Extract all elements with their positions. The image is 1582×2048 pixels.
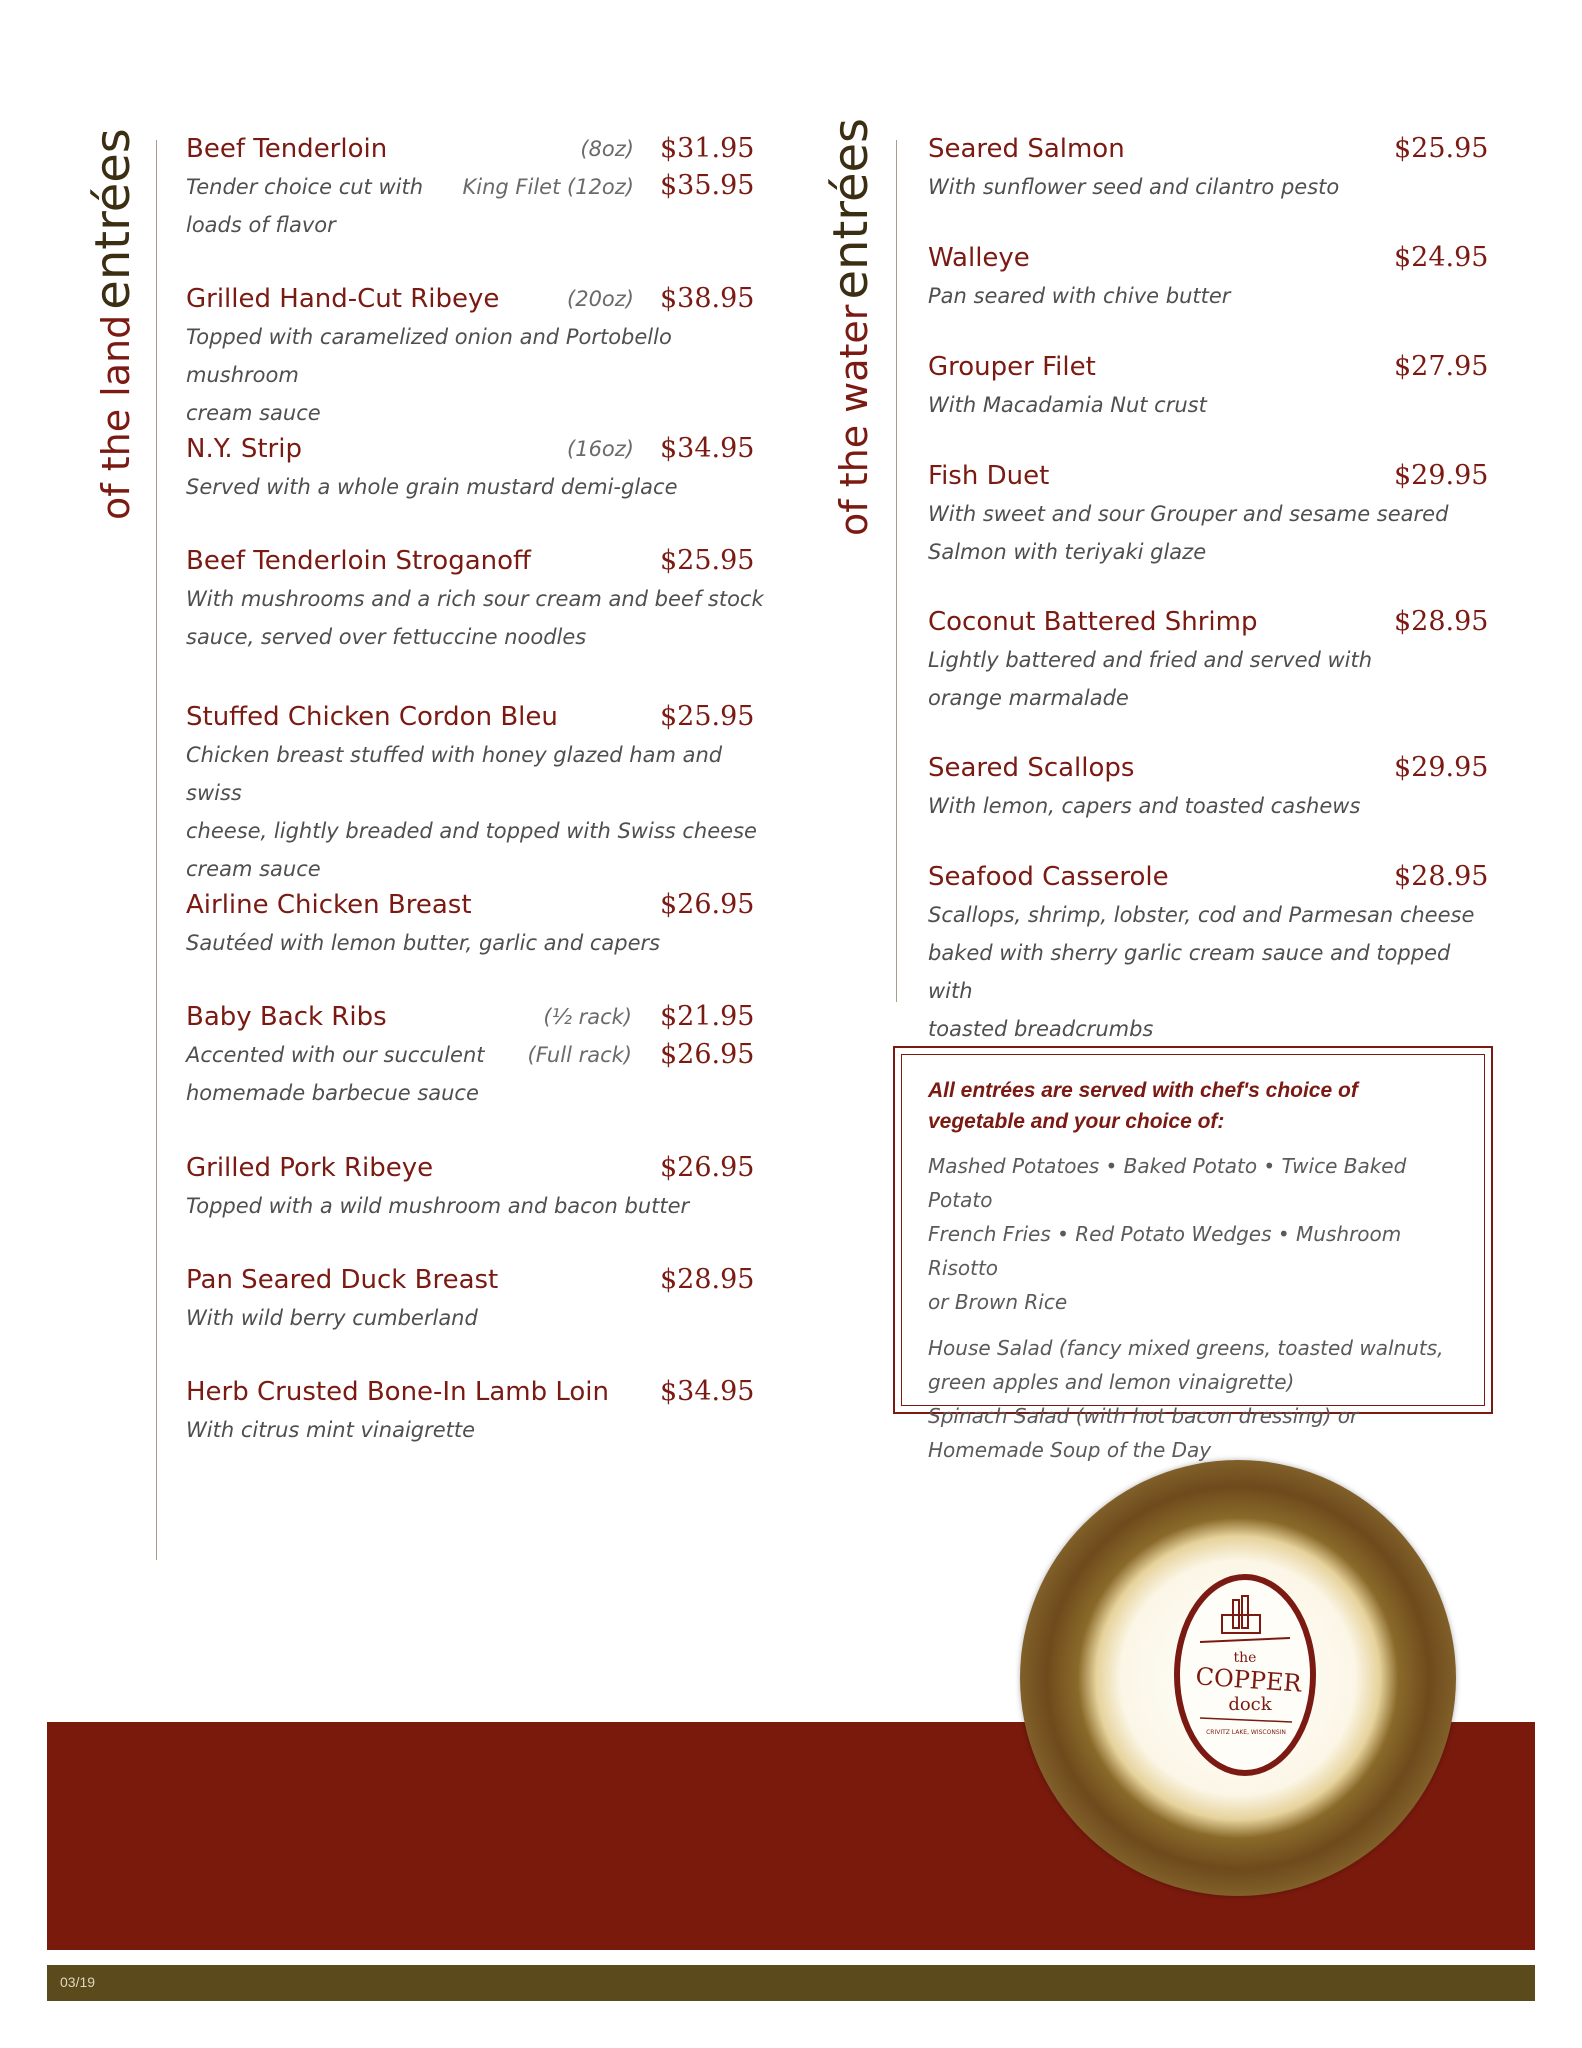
item-name: Stuffed Chicken Cordon Bleu (186, 702, 558, 732)
item-name: Seared Scallops (928, 753, 1135, 783)
item-price: $35.95 (660, 170, 755, 201)
item-description: Tender choice cut with (186, 175, 424, 199)
item-description: With mushrooms and a rich sour cream and beef stock (186, 587, 764, 611)
sides-line: green apples and lemon vinaigrette) (928, 1370, 1295, 1394)
item-price: $38.95 (660, 283, 755, 314)
item-price: $26.95 (660, 1039, 755, 1070)
item-price: $29.95 (1394, 752, 1489, 783)
item-name: Fish Duet (928, 461, 1050, 491)
item-name: Coconut Battered Shrimp (928, 607, 1258, 637)
item-size: King Filet (12oz) (462, 175, 634, 199)
item-name: Baby Back Ribs (186, 1002, 387, 1032)
land-divider (156, 140, 157, 1560)
item-description: baked with sherry garlic cream sauce and topped with (928, 941, 1451, 1003)
item-name: Seafood Casserole (928, 862, 1169, 892)
land-section-title (85, 128, 141, 520)
sides-heading-line: vegetable and your choice of: (928, 1110, 1225, 1133)
item-name: Beef Tenderloin (186, 134, 388, 164)
item-size: (20oz) (567, 287, 634, 311)
item-name: Herb Crusted Bone-In Lamb Loin (186, 1377, 609, 1407)
land-title-light: of the land (94, 314, 138, 520)
item-price: $24.95 (1394, 242, 1489, 273)
item-description: toasted breadcrumbs (928, 1017, 1154, 1041)
item-size: (Full rack) (527, 1043, 632, 1067)
item-name: Pan Seared Duck Breast (186, 1265, 499, 1295)
sides-line: Mashed Potatoes • Baked Potato • Twice Baked Potato (928, 1154, 1407, 1212)
item-price: $34.95 (660, 433, 755, 464)
item-name: Grilled Hand-Cut Ribeye (186, 284, 500, 314)
item-description: cheese, lightly breaded and topped with Swiss cheese (186, 819, 757, 843)
item-description: cream sauce (186, 401, 321, 425)
logo-copper: COPPER (1194, 1662, 1303, 1698)
item-price: $28.95 (1394, 861, 1489, 892)
item-name: Grouper Filet (928, 352, 1096, 382)
item-price: $25.95 (1394, 133, 1489, 164)
logo-the: the (1233, 1650, 1257, 1666)
item-description: loads of flavor (186, 213, 336, 237)
item-description: With sweet and sour Grouper and sesame seared (928, 502, 1449, 526)
item-price: $25.95 (660, 701, 755, 732)
item-name: Grilled Pork Ribeye (186, 1153, 434, 1183)
item-description: Scallops, shrimp, lobster, cod and Parmesan cheese (928, 903, 1475, 927)
logo-emblem (1170, 1570, 1320, 1780)
item-description: Salmon with teriyaki glaze (928, 540, 1207, 564)
item-description: With lemon, capers and toasted cashews (928, 794, 1361, 818)
sides-box-inner (901, 1054, 1485, 1462)
item-description: sauce, served over fettuccine noodles (186, 625, 587, 649)
item-name: N.Y. Strip (186, 434, 302, 464)
item-description: With wild berry cumberland (186, 1306, 478, 1330)
item-name: Airline Chicken Breast (186, 890, 472, 920)
item-description: Topped with a wild mushroom and bacon butter (186, 1194, 690, 1218)
item-price: $28.95 (660, 1264, 755, 1295)
item-name: Beef Tenderloin Stroganoff (186, 546, 531, 576)
logo-dock: dock (1228, 1694, 1272, 1715)
item-price: $28.95 (1394, 606, 1489, 637)
item-price: $21.95 (660, 1001, 755, 1032)
sides-potato-options (928, 1149, 1458, 1319)
item-description: cream sauce (186, 857, 321, 881)
sides-line: Spinach Salad (with hot bacon dressing) or (928, 1404, 1359, 1428)
item-name: Seared Salmon (928, 134, 1125, 164)
item-description: Accented with our succulent (186, 1043, 485, 1067)
land-title-bold: entrées (85, 128, 141, 310)
sides-heading (928, 1075, 1458, 1137)
item-price: $26.95 (660, 889, 755, 920)
water-section-title (823, 118, 879, 536)
item-description: homemade barbecue sauce (186, 1081, 479, 1105)
item-size: (½ rack) (543, 1005, 632, 1029)
item-description: Served with a whole grain mustard demi-glace (186, 475, 678, 499)
sides-line: French Fries • Red Potato Wedges • Mushroom Risotto (928, 1222, 1402, 1280)
item-description: With Macadamia Nut crust (928, 393, 1207, 417)
water-title-light: of the water (832, 304, 876, 536)
sides-line: or Brown Rice (928, 1290, 1068, 1314)
item-name: Walleye (928, 243, 1030, 273)
logo-location: CRIVITZ LAKE, WISCONSIN (1206, 1729, 1286, 1736)
water-divider (896, 140, 897, 1002)
item-description: Lightly battered and fried and served with (928, 648, 1373, 672)
water-title-bold: entrées (823, 117, 879, 300)
item-description: With sunflower seed and cilantro pesto (928, 175, 1340, 199)
sides-box (893, 1046, 1493, 1462)
sides-salad-options (928, 1331, 1458, 1467)
item-description: With citrus mint vinaigrette (186, 1418, 476, 1442)
item-description: Pan seared with chive butter (928, 284, 1231, 308)
item-price: $34.95 (660, 1376, 755, 1407)
sides-line: Homemade Soup of the Day (928, 1438, 1212, 1462)
footer-code: 03/19 (60, 1974, 96, 1990)
sides-heading-line: All entrées are served with chef's choice of (928, 1079, 1358, 1102)
sides-line: House Salad (fancy mixed greens, toasted walnuts, (928, 1336, 1444, 1360)
item-description: Sautéed with lemon butter, garlic and capers (186, 931, 661, 955)
item-price: $25.95 (660, 545, 755, 576)
item-price: $27.95 (1394, 351, 1489, 382)
item-price: $31.95 (660, 133, 755, 164)
item-size: (8oz) (580, 137, 634, 161)
item-description: Chicken breast stuffed with honey glazed ham and swiss (186, 743, 723, 805)
item-description: orange marmalade (928, 686, 1129, 710)
item-description: Topped with caramelized onion and Portobello mushroom (186, 325, 672, 387)
item-price: $26.95 (660, 1152, 755, 1183)
footer-bar (47, 1965, 1535, 2001)
item-price: $29.95 (1394, 460, 1489, 491)
item-size: (16oz) (567, 437, 634, 461)
